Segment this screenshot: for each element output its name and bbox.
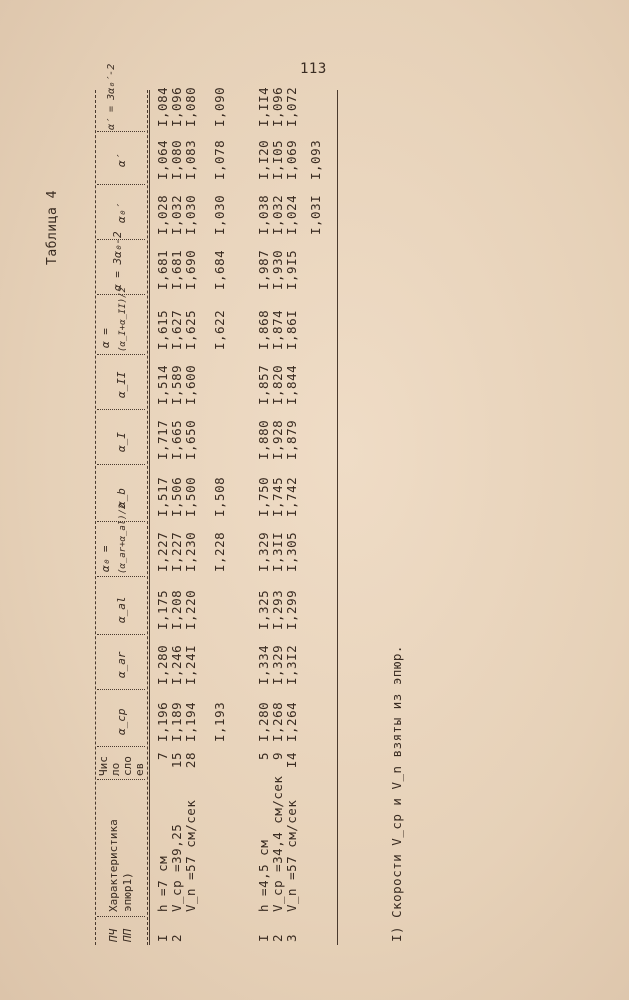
footnote: I) Скорости V_cp и V_n взяты из эпюр.: [389, 645, 404, 942]
table-cell-count: 28: [183, 752, 198, 769]
table-cell-a_p: I,064: [155, 139, 170, 180]
table-cell-a_ar: I,3I2: [284, 644, 299, 685]
col-sep: [97, 409, 145, 410]
table-cell-a_I: I,928: [270, 419, 285, 460]
table-cell-a_3: I,681: [155, 249, 170, 290]
table-cell-a_II: I,820: [270, 364, 285, 405]
table-cell-a_0p: I,028: [155, 194, 170, 235]
table-cell-a_m: I,627: [169, 309, 184, 350]
table-cell-count: 9: [270, 752, 285, 761]
col-sep: [97, 689, 145, 690]
table-cell-a_b: I,500: [183, 476, 198, 517]
table-cell-a_p: I,093: [308, 139, 323, 180]
table-top-rule: [95, 90, 96, 945]
page-number: 113: [300, 61, 327, 77]
header-alpha-mean-frac: (α_I+α_II)/2: [118, 286, 128, 352]
table-cell-a_ar: I,280: [155, 644, 170, 685]
table-cell-a_cp: I,189: [169, 701, 184, 742]
header-characteristic-2: эпюр1): [121, 872, 134, 912]
table-cell-count: 5: [256, 752, 271, 761]
table-cell-char: V_n =57 см/сек: [183, 799, 198, 912]
table-cell-a_I: I,665: [169, 419, 184, 460]
table-cell-char: V_cp =34,4 см/сек: [270, 775, 285, 912]
header-alpha-ar: α_ar: [115, 651, 128, 678]
table-cell-a_pp: I,096: [169, 86, 184, 127]
table-cell-a_al: I,325: [256, 589, 271, 630]
table-cell-a_al: I,208: [169, 589, 184, 630]
table-cell-n: 3: [284, 933, 299, 942]
table-cell-a_m: I,625: [183, 309, 198, 350]
table-cell-a_II: I,514: [155, 364, 170, 405]
table-cell-a_cp: I,196: [155, 701, 170, 742]
header-alpha-0-prime: α₀′: [115, 203, 128, 223]
header-alpha-3: α = 3α₀-2: [111, 231, 124, 291]
table-cell-a_ar: I,246: [169, 644, 184, 685]
table-cell-a_I: I,650: [183, 419, 198, 460]
table-cell-a_I: I,717: [155, 419, 170, 460]
table-cell-a_p: I,069: [284, 139, 299, 180]
table-cell-n: I: [155, 933, 170, 942]
table-cell-n: I: [256, 933, 271, 942]
table-cell-a_I: I,879: [284, 419, 299, 460]
table-title: Таблица 4: [45, 190, 60, 265]
table-cell-a_b: I,508: [212, 476, 227, 517]
header-count-2: ло: [109, 762, 122, 776]
table-cell-char: h =4,5 см: [256, 839, 271, 912]
table-cell-a_p: I,080: [169, 139, 184, 180]
header-bottom-rule-2: [149, 90, 150, 945]
table-cell-a_al: I,220: [183, 589, 198, 630]
col-sep: [97, 634, 145, 635]
header-no-1: ПЧ: [107, 928, 120, 942]
table-cell-a_0p: I,038: [256, 194, 271, 235]
header-count-4: ев: [133, 762, 146, 776]
table-cell-a_ar: I,334: [256, 644, 271, 685]
table-cell-a_0: I,305: [284, 531, 299, 572]
table-cell-a_II: I,589: [169, 364, 184, 405]
table-cell-a_ar: I,329: [270, 644, 285, 685]
header-alpha-b: α_b: [115, 488, 128, 508]
table-cell-a_m: I,874: [270, 309, 285, 350]
header-alpha-cp: α_cp: [115, 708, 128, 735]
table-cell-a_p: I,083: [183, 139, 198, 180]
header-no-2: ПП: [121, 928, 134, 942]
table-cell-a_cp: I,264: [284, 701, 299, 742]
table-cell-a_I: I,880: [256, 419, 271, 460]
header-bottom-rule: [147, 90, 148, 945]
table-cell-a_cp: I,193: [212, 701, 227, 742]
table-cell-a_3: I,930: [270, 249, 285, 290]
table-cell-a_0p: I,030: [183, 194, 198, 235]
table-cell-count: 15: [169, 752, 184, 769]
table-cell-a_cp: I,280: [256, 701, 271, 742]
col-sep: [97, 746, 145, 747]
table-cell-a_0: I,227: [155, 531, 170, 572]
col-sep: [97, 916, 145, 917]
col-sep: [97, 779, 145, 780]
table-cell-a_pp: I,096: [270, 86, 285, 127]
table-cell-a_b: I,745: [270, 476, 285, 517]
table-cell-a_cp: I,194: [183, 701, 198, 742]
table-cell-count: 7: [155, 752, 170, 761]
table-cell-n: 2: [270, 933, 285, 942]
table-cell-a_al: I,299: [284, 589, 299, 630]
table-cell-a_al: I,175: [155, 589, 170, 630]
col-sep: [97, 184, 145, 185]
table-cell-a_0p: I,032: [270, 194, 285, 235]
table-cell-a_0: I,3II: [270, 531, 285, 572]
table-cell-a_3: I,690: [183, 249, 198, 290]
table-cell-a_b: I,506: [169, 476, 184, 517]
header-alpha-mean-eq: α =: [99, 328, 112, 348]
table-cell-n: 2: [169, 933, 184, 942]
table-cell-a_m: I,86I: [284, 309, 299, 350]
table-cell-char: V_cp =39,25: [169, 823, 184, 912]
table-cell-a_0p: I,03I: [308, 194, 323, 235]
col-sep: [97, 131, 145, 132]
table-cell-a_pp: I,II4: [256, 86, 271, 127]
header-alpha-pp: α′ = 3α₀′-2: [106, 63, 117, 130]
col-sep: [97, 354, 145, 355]
table-cell-a_0p: I,030: [212, 194, 227, 235]
header-count-1: Чис: [97, 756, 110, 776]
table-cell-a_3: I,681: [169, 249, 184, 290]
table-cell-a_p: I,078: [212, 139, 227, 180]
table-cell-a_m: I,615: [155, 309, 170, 350]
table-cell-a_3: I,9I5: [284, 249, 299, 290]
table-cell-a_3: I,987: [256, 249, 271, 290]
table-bottom-rule: [337, 90, 338, 945]
table-cell-a_al: I,293: [270, 589, 285, 630]
table-cell-a_pp: I,072: [284, 86, 299, 127]
table-cell-a_II: I,844: [284, 364, 299, 405]
table-cell-a_p: I,I20: [256, 139, 271, 180]
header-alpha-al: α_al: [115, 596, 128, 623]
header-alpha-II: α_II: [115, 371, 128, 398]
table-cell-a_pp: I,084: [155, 86, 170, 127]
col-sep: [97, 576, 145, 577]
table-cell-char: h =7 см: [155, 855, 170, 912]
header-characteristic-1: Характеристика: [107, 819, 120, 912]
table-cell-count: I4: [284, 752, 299, 769]
table-cell-a_m: I,622: [212, 309, 227, 350]
header-count-3: сло: [121, 756, 134, 776]
table-cell-a_ar: I,24I: [183, 644, 198, 685]
header-alpha-I: α_I: [115, 432, 128, 452]
header-alpha-0-eq: α₀ =: [99, 545, 112, 572]
table-cell-a_II: I,857: [256, 364, 271, 405]
table-cell-a_b: I,742: [284, 476, 299, 517]
table-cell-a_0: I,230: [183, 531, 198, 572]
table-cell-a_II: I,600: [183, 364, 198, 405]
table-cell-a_b: I,750: [256, 476, 271, 517]
table-cell-a_cp: I,268: [270, 701, 285, 742]
table-cell-a_pp: I,080: [183, 86, 198, 127]
table-cell-a_0p: I,032: [169, 194, 184, 235]
table-cell-a_3: I,684: [212, 249, 227, 290]
header-alpha-0-frac: (α_ar+α_al)/2: [118, 503, 128, 574]
table-cell-a_0p: I,024: [284, 194, 299, 235]
table-cell-a_pp: I,090: [212, 86, 227, 127]
table-cell-char: V_n =57 см/сек: [284, 799, 299, 912]
table-cell-a_0: I,228: [212, 531, 227, 572]
col-sep: [97, 464, 145, 465]
table-cell-a_m: I,868: [256, 309, 271, 350]
table-cell-a_0: I,329: [256, 531, 271, 572]
table-cell-a_0: I,227: [169, 531, 184, 572]
table-cell-a_p: I,I05: [270, 139, 285, 180]
header-alpha-prime: α′: [115, 153, 128, 167]
table-cell-a_b: I,517: [155, 476, 170, 517]
